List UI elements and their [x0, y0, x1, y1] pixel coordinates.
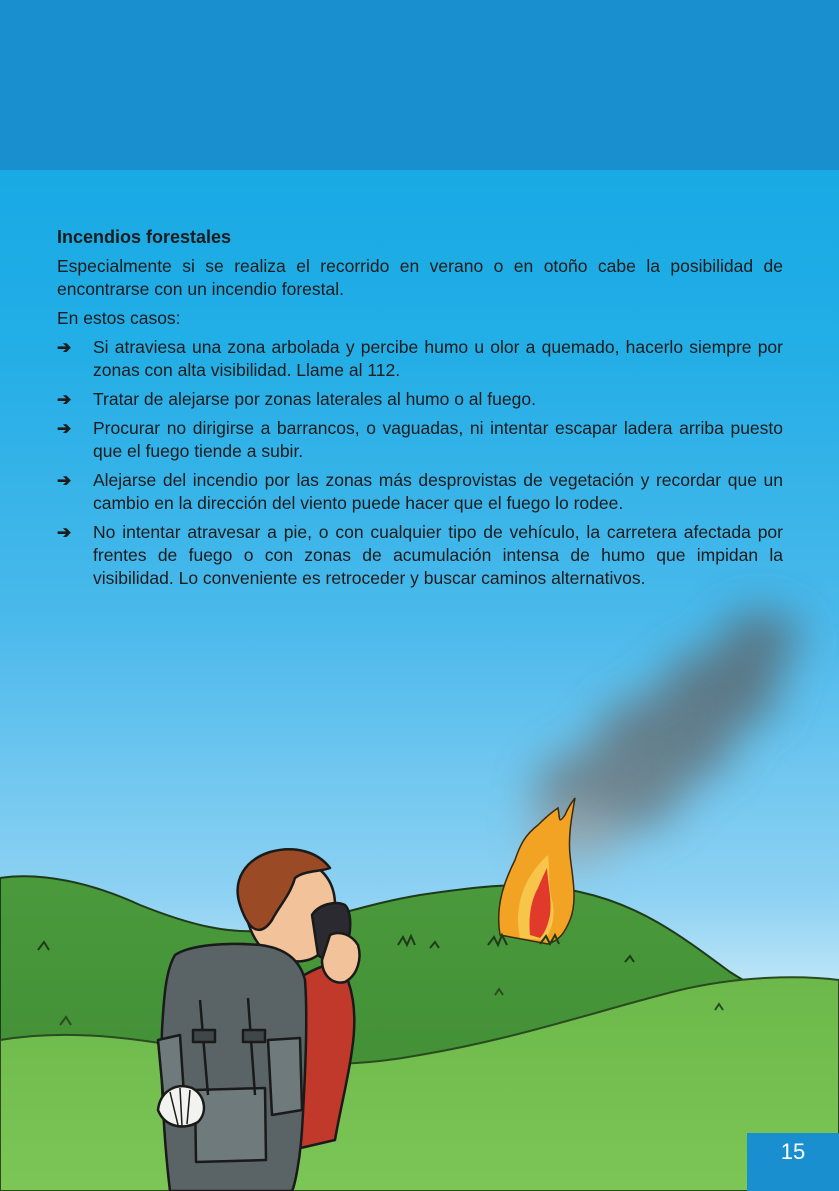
- recommendation-list: [57, 336, 783, 590]
- right-arrow-icon: ➔: [57, 471, 72, 490]
- intro-paragraph: Especialmente si se realiza el recorrido en verano o en otoño cabe la posibilidad de encontrarse con un incendio forestal.: [57, 256, 783, 299]
- list-item: ➔ No intentar atravesar a pie, o con cualquier tipo de vehículo, la carretera afectada por frentes de fuego o con zonas de acumulación intensa de humo que impidan la visibilidad. Lo conveniente es retroceder y buscar caminos alternativos.: [57, 522, 783, 588]
- list-item: ➔ Alejarse del incendio por las zonas más desprovistas de vegetación y recordar que un cambio en la dirección del viento puede hacer que el fuego lo rodee.: [57, 470, 783, 513]
- right-arrow-icon: ➔: [57, 338, 72, 357]
- cases-label: En estos casos:: [57, 308, 181, 328]
- list-item: ➔ Tratar de alejarse por zonas laterales al humo o al fuego.: [57, 389, 536, 409]
- right-arrow-icon: ➔: [57, 390, 72, 409]
- section-title: Incendios forestales: [57, 227, 232, 247]
- hiker: [158, 849, 359, 1191]
- forest-fire: [499, 798, 575, 944]
- list-item: ➔ Procurar no dirigirse a barrancos, o vaguadas, ni intentar escapar ladera arriba puesto que el fuego tiende a subir.: [57, 418, 783, 461]
- list-item: ➔ Si atraviesa una zona arbolada y percibe humo u olor a quemado, hacerlo siempre por zonas con alta visibilidad. Llame al 112.: [57, 337, 783, 380]
- text-content: [57, 226, 783, 596]
- right-arrow-icon: ➔: [57, 523, 72, 542]
- page-number: 15: [747, 1133, 839, 1191]
- right-arrow-icon: ➔: [57, 419, 72, 438]
